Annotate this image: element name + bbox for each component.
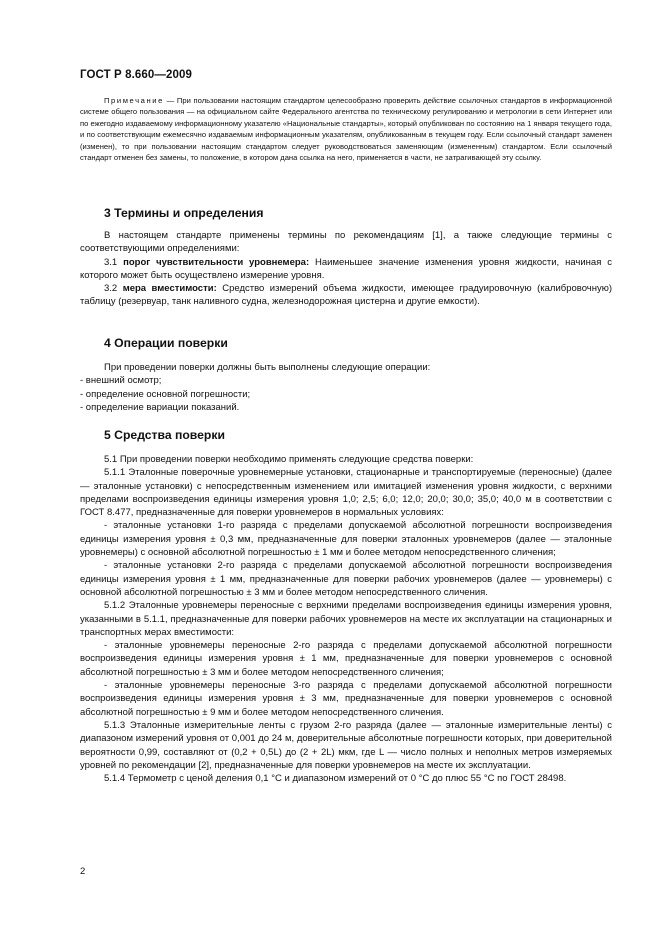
para-5-1-1: 5.1.1 Эталонные поверочные уровнемерные установки, стационарные и транспортируемые (переносные) (далее — эталонные установки) с непосредственным изменением или имитацией изменения уровня жидкости, с верхними пределами воспроизведения единицы измерения уровня 1,0; 2,5; 6,0; 12,0; 20,0; 30,0; 35,0; 40,0 м в соответствии с ГОСТ 8.477, предназначенные для поверки уровнемеров в нормальных условиях: [80, 467, 612, 519]
list-item: - внешний осмотр; [80, 375, 162, 387]
note-label: Примечание [104, 96, 164, 105]
term-3-1-number: 3.1 [104, 256, 124, 268]
term-3-2-definition: Средство измерений объема жидкости, имеющее градуировочную (калибровочную) таблицу (резервуар, танк наливного судна, железнодорожная цистерна и другие емкости). [80, 283, 613, 308]
para-5-1-2: 5.1.2 Эталонные уровнемеры переносные с верхними пределами воспроизведения единицы измерения уровня, указанными в 5.1.1, предназначенные для поверки рабочих уровнемеров на месте их эксплуатации на стационарных и транспортных мерах вместимости: [80, 600, 612, 638]
note-block [80, 95, 612, 163]
section-3-intro: В настоящем стандарте применены термины по рекомендациям [1], а также следующие термины с соответствующими определениями: [80, 230, 612, 255]
term-3-2-term: мера вместимости: [122, 283, 217, 295]
para-5-1-1-item-1: - эталонные установки 1-го разряда с пределами допускаемой абсолютной погрешности воспроизведения единицы измерения уровня ± 0,3 мм, предназначенные для поверки эталонных уровнемеров (далее — эталонные уровнемеры) с основной абсолютной погрешностью ± 1 мм и более методом непосредственного сличения; [80, 520, 612, 559]
section-5-title: 5 Средства поверки [104, 428, 225, 442]
para-5-1: 5.1 При проведении поверки необходимо применять следующие средства поверки: [104, 454, 474, 465]
page-number: 2 [80, 866, 86, 877]
term-3-1 [80, 256, 612, 283]
section-4-title: 4 Операции поверки [104, 336, 228, 350]
section-4-intro: При проведении поверки должны быть выполнены следующие операции: [104, 362, 431, 373]
para-5-1-2-item-2: - эталонные уровнемеры переносные 3-го разряда с пределами допускаемой абсолютной погрешности воспроизведения единицы измерения уровня ± 3 мм, предназначенные для поверки уровнемеров с основной абсолютной погрешностью ± 9 мм и более методом непосредственного сличения. [80, 680, 612, 718]
term-3-1-term: порог чувствительности уровнемера: [123, 256, 310, 268]
document-header: ГОСТ Р 8.660—2009 [80, 69, 192, 81]
para-5-1-2-item-1: - эталонные уровнемеры переносные 2-го разряда с пределами допускаемой абсолютной погрешности воспроизведения единицы измерения уровня ± 1 мм, предназначенные для поверки уровнемеров с основной абсолютной погрешностью ± 3 мм и более методом непосредственного сличения; [80, 640, 612, 678]
para-5-1-4: 5.1.4 Термометр с ценой деления 0,1 °С и диапазоном измерений от 0 °С до плюс 55 °С по ГОСТ 28498. [104, 773, 567, 785]
section-3-body [80, 229, 612, 309]
term-3-2 [80, 282, 612, 309]
para-5-1-1-item-2: - эталонные установки 2-го разряда с пределами допускаемой абсолютной погрешности воспроизведения единицы измерения уровня ± 1 мм, предназначенные для поверки рабочих уровнемеров (далее — уровнемеры) с основной абсолютной погрешностью ± 3 мм и более методом непосредственного сличения. [80, 560, 612, 598]
section-3-title: 3 Термины и определения [104, 206, 264, 220]
term-3-1-definition: Наименьшее значение изменения уровня жидкости, начиная с которого может быть осуществлено измерение уровня. [80, 256, 612, 281]
list-item: - определение вариации показаний. [80, 401, 240, 413]
note-text: — При пользовании настоящим стандартом целесообразно проверить действие ссылочных стандартов в информационной системе общего пользования — на официальном сайте Федерального агентства по техническому регулированию и метрологии в сети Интернет или по ежегодно издаваемому информационному указателю «Национальные стандарты», который опубликован по состоянию на 1 января текущего года, и по соответствующим ежемесячно издаваемым информационным указателям, опубликованным в текущем году. Если ссылочный стандарт заменен (изменен), то при пользовании настоящим стандартом следует руководствоваться заменяющим (измененным) стандартом. Если ссылочный стандарт отменен без замены, то положение, в котором дана ссылка на него, применяется в части, не затрагивающей эту ссылку. [80, 96, 612, 163]
section-5-body [80, 453, 612, 785]
term-3-2-number: 3.2 [104, 283, 123, 295]
section-4-body [80, 361, 612, 414]
para-5-1-3: 5.1.3 Эталонные измерительные ленты с грузом 2-го разряда (далее — эталонные измерительные ленты) с диапазоном измерений уровня от 0,001 до 24 м, доверительные абсолютные погрешности которых, при доверительной вероятности 0,99, составляют от (0,2 + 0,5L) до (2 + 2L) мкм, где L — число полных и неполных метров измеряемых уровней по рекомендации [2], предназначенные для поверки уровнемеров на месте их эксплуатации. [80, 719, 612, 771]
list-item: - определение основной погрешности; [80, 388, 251, 400]
